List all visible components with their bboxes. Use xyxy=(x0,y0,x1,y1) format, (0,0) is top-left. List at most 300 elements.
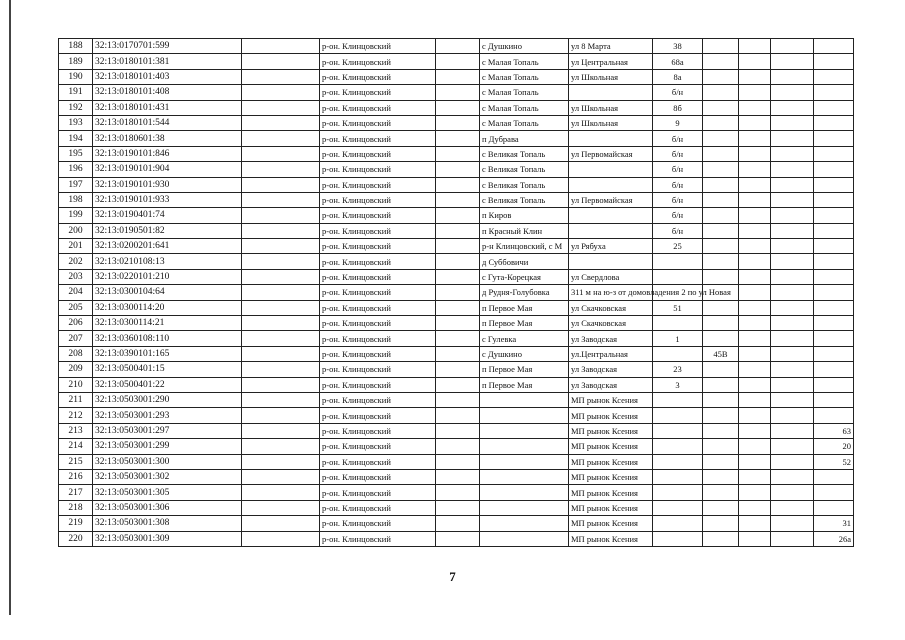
street-cell: ул Скачковская xyxy=(569,316,653,331)
blank-cell xyxy=(436,500,480,515)
blank-cell xyxy=(242,192,320,207)
table-row xyxy=(59,162,854,177)
cadastral-number-cell: 32:13:0180101:431 xyxy=(93,100,242,115)
locality-cell: с Великая Топаль xyxy=(480,177,569,192)
cadastral-number-cell: 32:13:0210108:13 xyxy=(93,254,242,269)
cadastral-number-cell: 32:13:0190501:82 xyxy=(93,223,242,238)
building-number-cell xyxy=(653,346,703,361)
blank-cell xyxy=(436,54,480,69)
extra-cell xyxy=(771,516,814,531)
room-number-cell xyxy=(814,392,854,407)
street-cell: ул Заводская xyxy=(569,362,653,377)
blank-cell xyxy=(242,162,320,177)
blank-cell xyxy=(436,423,480,438)
blank-cell xyxy=(436,192,480,207)
room-number-cell: 31 xyxy=(814,516,854,531)
building-number-cell xyxy=(653,469,703,484)
blank-cell xyxy=(436,469,480,484)
street-cell xyxy=(569,254,653,269)
extra-cell xyxy=(771,331,814,346)
table-row xyxy=(59,362,854,377)
blank-cell xyxy=(436,69,480,84)
blank-cell xyxy=(436,531,480,546)
cadastral-number-cell: 32:13:0190101:846 xyxy=(93,146,242,161)
room-number-cell xyxy=(814,223,854,238)
extra-cell xyxy=(739,269,771,284)
district-cell: р-он. Клинцовский xyxy=(320,485,436,500)
building-number-cell: 68а xyxy=(653,54,703,69)
locality-cell: п Первое Мая xyxy=(480,362,569,377)
extra-cell xyxy=(703,69,739,84)
extra-cell xyxy=(771,39,814,54)
room-number-cell xyxy=(814,362,854,377)
extra-cell xyxy=(771,285,814,300)
table-row xyxy=(59,531,854,546)
row-number-cell: 219 xyxy=(59,516,93,531)
row-number-cell: 218 xyxy=(59,500,93,515)
blank-cell xyxy=(242,254,320,269)
locality-cell: с Душкино xyxy=(480,346,569,361)
street-cell: МП рынок Ксения xyxy=(569,454,653,469)
building-number-cell: б/н xyxy=(653,208,703,223)
street-cell: МП рынок Ксения xyxy=(569,408,653,423)
locality-cell xyxy=(480,531,569,546)
row-number-cell: 216 xyxy=(59,469,93,484)
locality-cell: п Красный Клин xyxy=(480,223,569,238)
cadastral-number-cell: 32:13:0220101:210 xyxy=(93,269,242,284)
blank-cell xyxy=(436,346,480,361)
scan-page-edge xyxy=(9,0,11,615)
extra-cell xyxy=(771,531,814,546)
locality-cell: с Малая Топаль xyxy=(480,85,569,100)
table-row xyxy=(59,54,854,69)
street-cell: ул Заводская xyxy=(569,331,653,346)
extra-cell xyxy=(771,85,814,100)
street-cell: ул Рябуха xyxy=(569,239,653,254)
street-cell: МП рынок Ксения xyxy=(569,423,653,438)
row-number-cell: 209 xyxy=(59,362,93,377)
table-row xyxy=(59,469,854,484)
blank-cell xyxy=(436,146,480,161)
table-row xyxy=(59,316,854,331)
cadastral-number-cell: 32:13:0503001:306 xyxy=(93,500,242,515)
table-row xyxy=(59,269,854,284)
cadastral-number-cell: 32:13:0500401:15 xyxy=(93,362,242,377)
room-number-cell xyxy=(814,485,854,500)
locality-cell: п Киров xyxy=(480,208,569,223)
blank-cell xyxy=(242,316,320,331)
room-number-cell xyxy=(814,131,854,146)
extra-cell xyxy=(703,500,739,515)
blank-cell xyxy=(436,454,480,469)
building-number-cell: 23 xyxy=(653,362,703,377)
room-number-cell xyxy=(814,69,854,84)
extra-cell xyxy=(739,208,771,223)
street-cell: ул.Центральная xyxy=(569,346,653,361)
district-cell: р-он. Клинцовский xyxy=(320,254,436,269)
blank-cell xyxy=(242,54,320,69)
building-number-cell: б/н xyxy=(653,85,703,100)
building-number-cell xyxy=(653,500,703,515)
table-row xyxy=(59,100,854,115)
table-row xyxy=(59,115,854,130)
district-cell: р-он. Клинцовский xyxy=(320,331,436,346)
district-cell: р-он. Клинцовский xyxy=(320,285,436,300)
street-cell: ул Школьная xyxy=(569,115,653,130)
extra-cell xyxy=(771,316,814,331)
table-body xyxy=(59,39,854,547)
building-number-cell: б/н xyxy=(653,131,703,146)
extra-cell xyxy=(771,469,814,484)
extra-cell xyxy=(703,239,739,254)
row-number-cell: 196 xyxy=(59,162,93,177)
extra-cell xyxy=(739,423,771,438)
extra-cell xyxy=(703,131,739,146)
blank-cell xyxy=(242,531,320,546)
row-number-cell: 215 xyxy=(59,454,93,469)
extra-cell xyxy=(771,300,814,315)
blank-cell xyxy=(242,285,320,300)
row-number-cell: 191 xyxy=(59,85,93,100)
extra-cell xyxy=(739,254,771,269)
street-cell: МП рынок Ксения xyxy=(569,485,653,500)
blank-cell xyxy=(242,146,320,161)
extra-cell xyxy=(771,131,814,146)
cadastral-number-cell: 32:13:0180601:38 xyxy=(93,131,242,146)
district-cell: р-он. Клинцовский xyxy=(320,208,436,223)
table-row xyxy=(59,208,854,223)
room-number-cell: 52 xyxy=(814,454,854,469)
extra-cell xyxy=(703,469,739,484)
district-cell: р-он. Клинцовский xyxy=(320,269,436,284)
extra-cell xyxy=(703,100,739,115)
room-number-cell xyxy=(814,254,854,269)
building-number-cell: б/н xyxy=(653,162,703,177)
table-row xyxy=(59,39,854,54)
street-cell xyxy=(569,131,653,146)
room-number-cell xyxy=(814,39,854,54)
building-number-cell: б/н xyxy=(653,146,703,161)
locality-cell: с Душкино xyxy=(480,39,569,54)
street-cell: МП рынок Ксения xyxy=(569,469,653,484)
extra-cell xyxy=(703,531,739,546)
blank-cell xyxy=(242,485,320,500)
blank-cell xyxy=(242,346,320,361)
locality-cell: д Суббовичи xyxy=(480,254,569,269)
cadastral-number-cell: 32:13:0390101:165 xyxy=(93,346,242,361)
table-row xyxy=(59,192,854,207)
building-number-cell xyxy=(653,408,703,423)
extra-cell xyxy=(771,100,814,115)
locality-cell: д Рудня-Голубовка xyxy=(480,285,569,300)
blank-cell xyxy=(436,377,480,392)
street-cell xyxy=(569,85,653,100)
extra-cell xyxy=(739,469,771,484)
blank-cell xyxy=(242,377,320,392)
locality-cell xyxy=(480,516,569,531)
street-cell: МП рынок Ксения xyxy=(569,500,653,515)
room-number-cell xyxy=(814,331,854,346)
table-row xyxy=(59,392,854,407)
extra-cell: 45В xyxy=(703,346,739,361)
blank-cell xyxy=(436,392,480,407)
locality-cell xyxy=(480,485,569,500)
cadastral-number-cell: 32:13:0503001:299 xyxy=(93,439,242,454)
building-number-cell: 3 xyxy=(653,377,703,392)
cadastral-number-cell: 32:13:0300114:21 xyxy=(93,316,242,331)
locality-cell: п Первое Мая xyxy=(480,377,569,392)
blank-cell xyxy=(436,115,480,130)
street-cell: ул Первомайская xyxy=(569,146,653,161)
table-row xyxy=(59,331,854,346)
extra-cell xyxy=(771,192,814,207)
district-cell: р-он. Клинцовский xyxy=(320,239,436,254)
extra-cell xyxy=(739,316,771,331)
locality-cell: п Дубрава xyxy=(480,131,569,146)
extra-cell xyxy=(703,331,739,346)
row-number-cell: 206 xyxy=(59,316,93,331)
locality-cell: с Малая Топаль xyxy=(480,115,569,130)
room-number-cell xyxy=(814,100,854,115)
extra-cell xyxy=(771,239,814,254)
district-cell: р-он. Клинцовский xyxy=(320,423,436,438)
building-number-cell: б/н xyxy=(653,192,703,207)
extra-cell xyxy=(739,485,771,500)
district-cell: р-он. Клинцовский xyxy=(320,39,436,54)
extra-cell xyxy=(739,454,771,469)
extra-cell xyxy=(771,454,814,469)
room-number-cell: 63 xyxy=(814,423,854,438)
row-number-cell: 195 xyxy=(59,146,93,161)
blank-cell xyxy=(242,362,320,377)
room-number-cell xyxy=(814,377,854,392)
extra-cell xyxy=(771,439,814,454)
extra-cell xyxy=(703,439,739,454)
extra-cell xyxy=(739,377,771,392)
row-number-cell: 193 xyxy=(59,115,93,130)
district-cell: р-он. Клинцовский xyxy=(320,223,436,238)
table-row xyxy=(59,69,854,84)
street-cell xyxy=(569,162,653,177)
table-row xyxy=(59,254,854,269)
room-number-cell xyxy=(814,192,854,207)
cadastral-number-cell: 32:13:0503001:290 xyxy=(93,392,242,407)
cadastral-number-cell: 32:13:0360108:110 xyxy=(93,331,242,346)
building-number-cell xyxy=(653,269,703,284)
locality-cell: с Гута-Корецкая xyxy=(480,269,569,284)
blank-cell xyxy=(436,300,480,315)
blank-cell xyxy=(436,331,480,346)
blank-cell xyxy=(242,500,320,515)
cadastral-number-cell: 32:13:0503001:300 xyxy=(93,454,242,469)
district-cell: р-он. Клинцовский xyxy=(320,408,436,423)
building-number-cell xyxy=(653,254,703,269)
blank-cell xyxy=(242,239,320,254)
cadastral-number-cell: 32:13:0500401:22 xyxy=(93,377,242,392)
locality-cell xyxy=(480,392,569,407)
extra-cell xyxy=(771,346,814,361)
locality-cell xyxy=(480,500,569,515)
extra-cell xyxy=(739,331,771,346)
blank-cell xyxy=(436,362,480,377)
blank-cell xyxy=(242,439,320,454)
extra-cell xyxy=(739,131,771,146)
locality-cell: с Гулевка xyxy=(480,331,569,346)
extra-cell xyxy=(739,392,771,407)
cadastral-number-cell: 32:13:0180101:544 xyxy=(93,115,242,130)
blank-cell xyxy=(242,131,320,146)
district-cell: р-он. Клинцовский xyxy=(320,146,436,161)
cadastral-number-cell: 32:13:0190101:904 xyxy=(93,162,242,177)
blank-cell xyxy=(436,208,480,223)
extra-cell xyxy=(703,115,739,130)
locality-cell xyxy=(480,423,569,438)
extra-cell xyxy=(739,85,771,100)
locality-cell xyxy=(480,439,569,454)
locality-cell: с Великая Топаль xyxy=(480,146,569,161)
blank-cell xyxy=(242,469,320,484)
locality-cell: с Великая Топаль xyxy=(480,192,569,207)
blank-cell xyxy=(436,239,480,254)
extra-cell xyxy=(771,377,814,392)
building-number-cell xyxy=(653,423,703,438)
locality-cell xyxy=(480,469,569,484)
cadastral-number-cell: 32:13:0190101:930 xyxy=(93,177,242,192)
table-row xyxy=(59,223,854,238)
locality-cell xyxy=(480,408,569,423)
street-cell: ул 8 Марта xyxy=(569,39,653,54)
row-number-cell: 192 xyxy=(59,100,93,115)
blank-cell xyxy=(436,285,480,300)
table-row xyxy=(59,516,854,531)
table-row xyxy=(59,146,854,161)
building-number-cell xyxy=(653,316,703,331)
locality-cell: с Малая Топаль xyxy=(480,100,569,115)
district-cell: р-он. Клинцовский xyxy=(320,162,436,177)
row-number-cell: 205 xyxy=(59,300,93,315)
row-number-cell: 201 xyxy=(59,239,93,254)
extra-cell xyxy=(739,54,771,69)
blank-cell xyxy=(436,254,480,269)
district-cell: р-он. Клинцовский xyxy=(320,300,436,315)
blank-cell xyxy=(436,131,480,146)
extra-cell xyxy=(771,269,814,284)
district-cell: р-он. Клинцовский xyxy=(320,192,436,207)
locality-cell: п Первое Мая xyxy=(480,316,569,331)
row-number-cell: 211 xyxy=(59,392,93,407)
extra-cell xyxy=(739,346,771,361)
blank-cell xyxy=(242,208,320,223)
street-cell: ул Центральная xyxy=(569,54,653,69)
table-row xyxy=(59,485,854,500)
extra-cell xyxy=(771,115,814,130)
street-cell xyxy=(569,177,653,192)
extra-cell xyxy=(739,285,771,300)
extra-cell xyxy=(739,408,771,423)
building-number-cell xyxy=(653,485,703,500)
district-cell: р-он. Клинцовский xyxy=(320,316,436,331)
table-row xyxy=(59,454,854,469)
cadastral-number-cell: 32:13:0180101:381 xyxy=(93,54,242,69)
blank-cell xyxy=(436,177,480,192)
row-number-cell: 200 xyxy=(59,223,93,238)
extra-cell xyxy=(703,423,739,438)
street-cell: ул Школьная xyxy=(569,69,653,84)
building-number-cell: 38 xyxy=(653,39,703,54)
extra-cell xyxy=(703,223,739,238)
row-number-cell: 197 xyxy=(59,177,93,192)
table-row xyxy=(59,500,854,515)
extra-cell xyxy=(739,100,771,115)
locality-cell: п Первое Мая xyxy=(480,300,569,315)
blank-cell xyxy=(436,269,480,284)
extra-cell xyxy=(703,192,739,207)
district-cell: р-он. Клинцовский xyxy=(320,115,436,130)
district-cell: р-он. Клинцовский xyxy=(320,54,436,69)
district-cell: р-он. Клинцовский xyxy=(320,439,436,454)
table-row xyxy=(59,300,854,315)
street-cell: МП рынок Ксения xyxy=(569,531,653,546)
extra-cell xyxy=(739,362,771,377)
building-number-cell xyxy=(653,531,703,546)
district-cell: р-он. Клинцовский xyxy=(320,454,436,469)
table-row xyxy=(59,85,854,100)
room-number-cell xyxy=(814,146,854,161)
cadastral-number-cell: 32:13:0503001:302 xyxy=(93,469,242,484)
extra-cell xyxy=(739,500,771,515)
locality-cell: с Великая Топаль xyxy=(480,162,569,177)
room-number-cell xyxy=(814,162,854,177)
table-row xyxy=(59,177,854,192)
district-cell: р-он. Клинцовский xyxy=(320,531,436,546)
room-number-cell xyxy=(814,54,854,69)
cadastral-number-cell: 32:13:0180101:408 xyxy=(93,85,242,100)
extra-cell xyxy=(739,239,771,254)
blank-cell xyxy=(242,423,320,438)
building-number-cell: б/н xyxy=(653,223,703,238)
extra-cell xyxy=(703,300,739,315)
cadastral-number-cell: 32:13:0300114:20 xyxy=(93,300,242,315)
extra-cell xyxy=(771,223,814,238)
table-row xyxy=(59,285,854,300)
blank-cell xyxy=(242,69,320,84)
district-cell: р-он. Клинцовский xyxy=(320,500,436,515)
row-number-cell: 208 xyxy=(59,346,93,361)
extra-cell xyxy=(739,162,771,177)
extra-cell xyxy=(771,69,814,84)
street-cell: ул Свердлова xyxy=(569,269,653,284)
room-number-cell xyxy=(814,85,854,100)
building-number-cell: б/н xyxy=(653,177,703,192)
blank-cell xyxy=(242,269,320,284)
row-number-cell: 210 xyxy=(59,377,93,392)
district-cell: р-он. Клинцовский xyxy=(320,377,436,392)
blank-cell xyxy=(436,516,480,531)
district-cell: р-он. Клинцовский xyxy=(320,177,436,192)
row-number-cell: 188 xyxy=(59,39,93,54)
street-cell: 311 м на ю-з от домовладения 2 по ул Новая xyxy=(569,285,653,300)
room-number-cell xyxy=(814,285,854,300)
building-number-cell: 8а xyxy=(653,69,703,84)
district-cell: р-он. Клинцовский xyxy=(320,469,436,484)
table-row xyxy=(59,239,854,254)
extra-cell xyxy=(703,316,739,331)
blank-cell xyxy=(242,300,320,315)
room-number-cell xyxy=(814,269,854,284)
row-number-cell: 198 xyxy=(59,192,93,207)
cadastral-number-cell: 32:13:0300104:64 xyxy=(93,285,242,300)
extra-cell xyxy=(739,531,771,546)
